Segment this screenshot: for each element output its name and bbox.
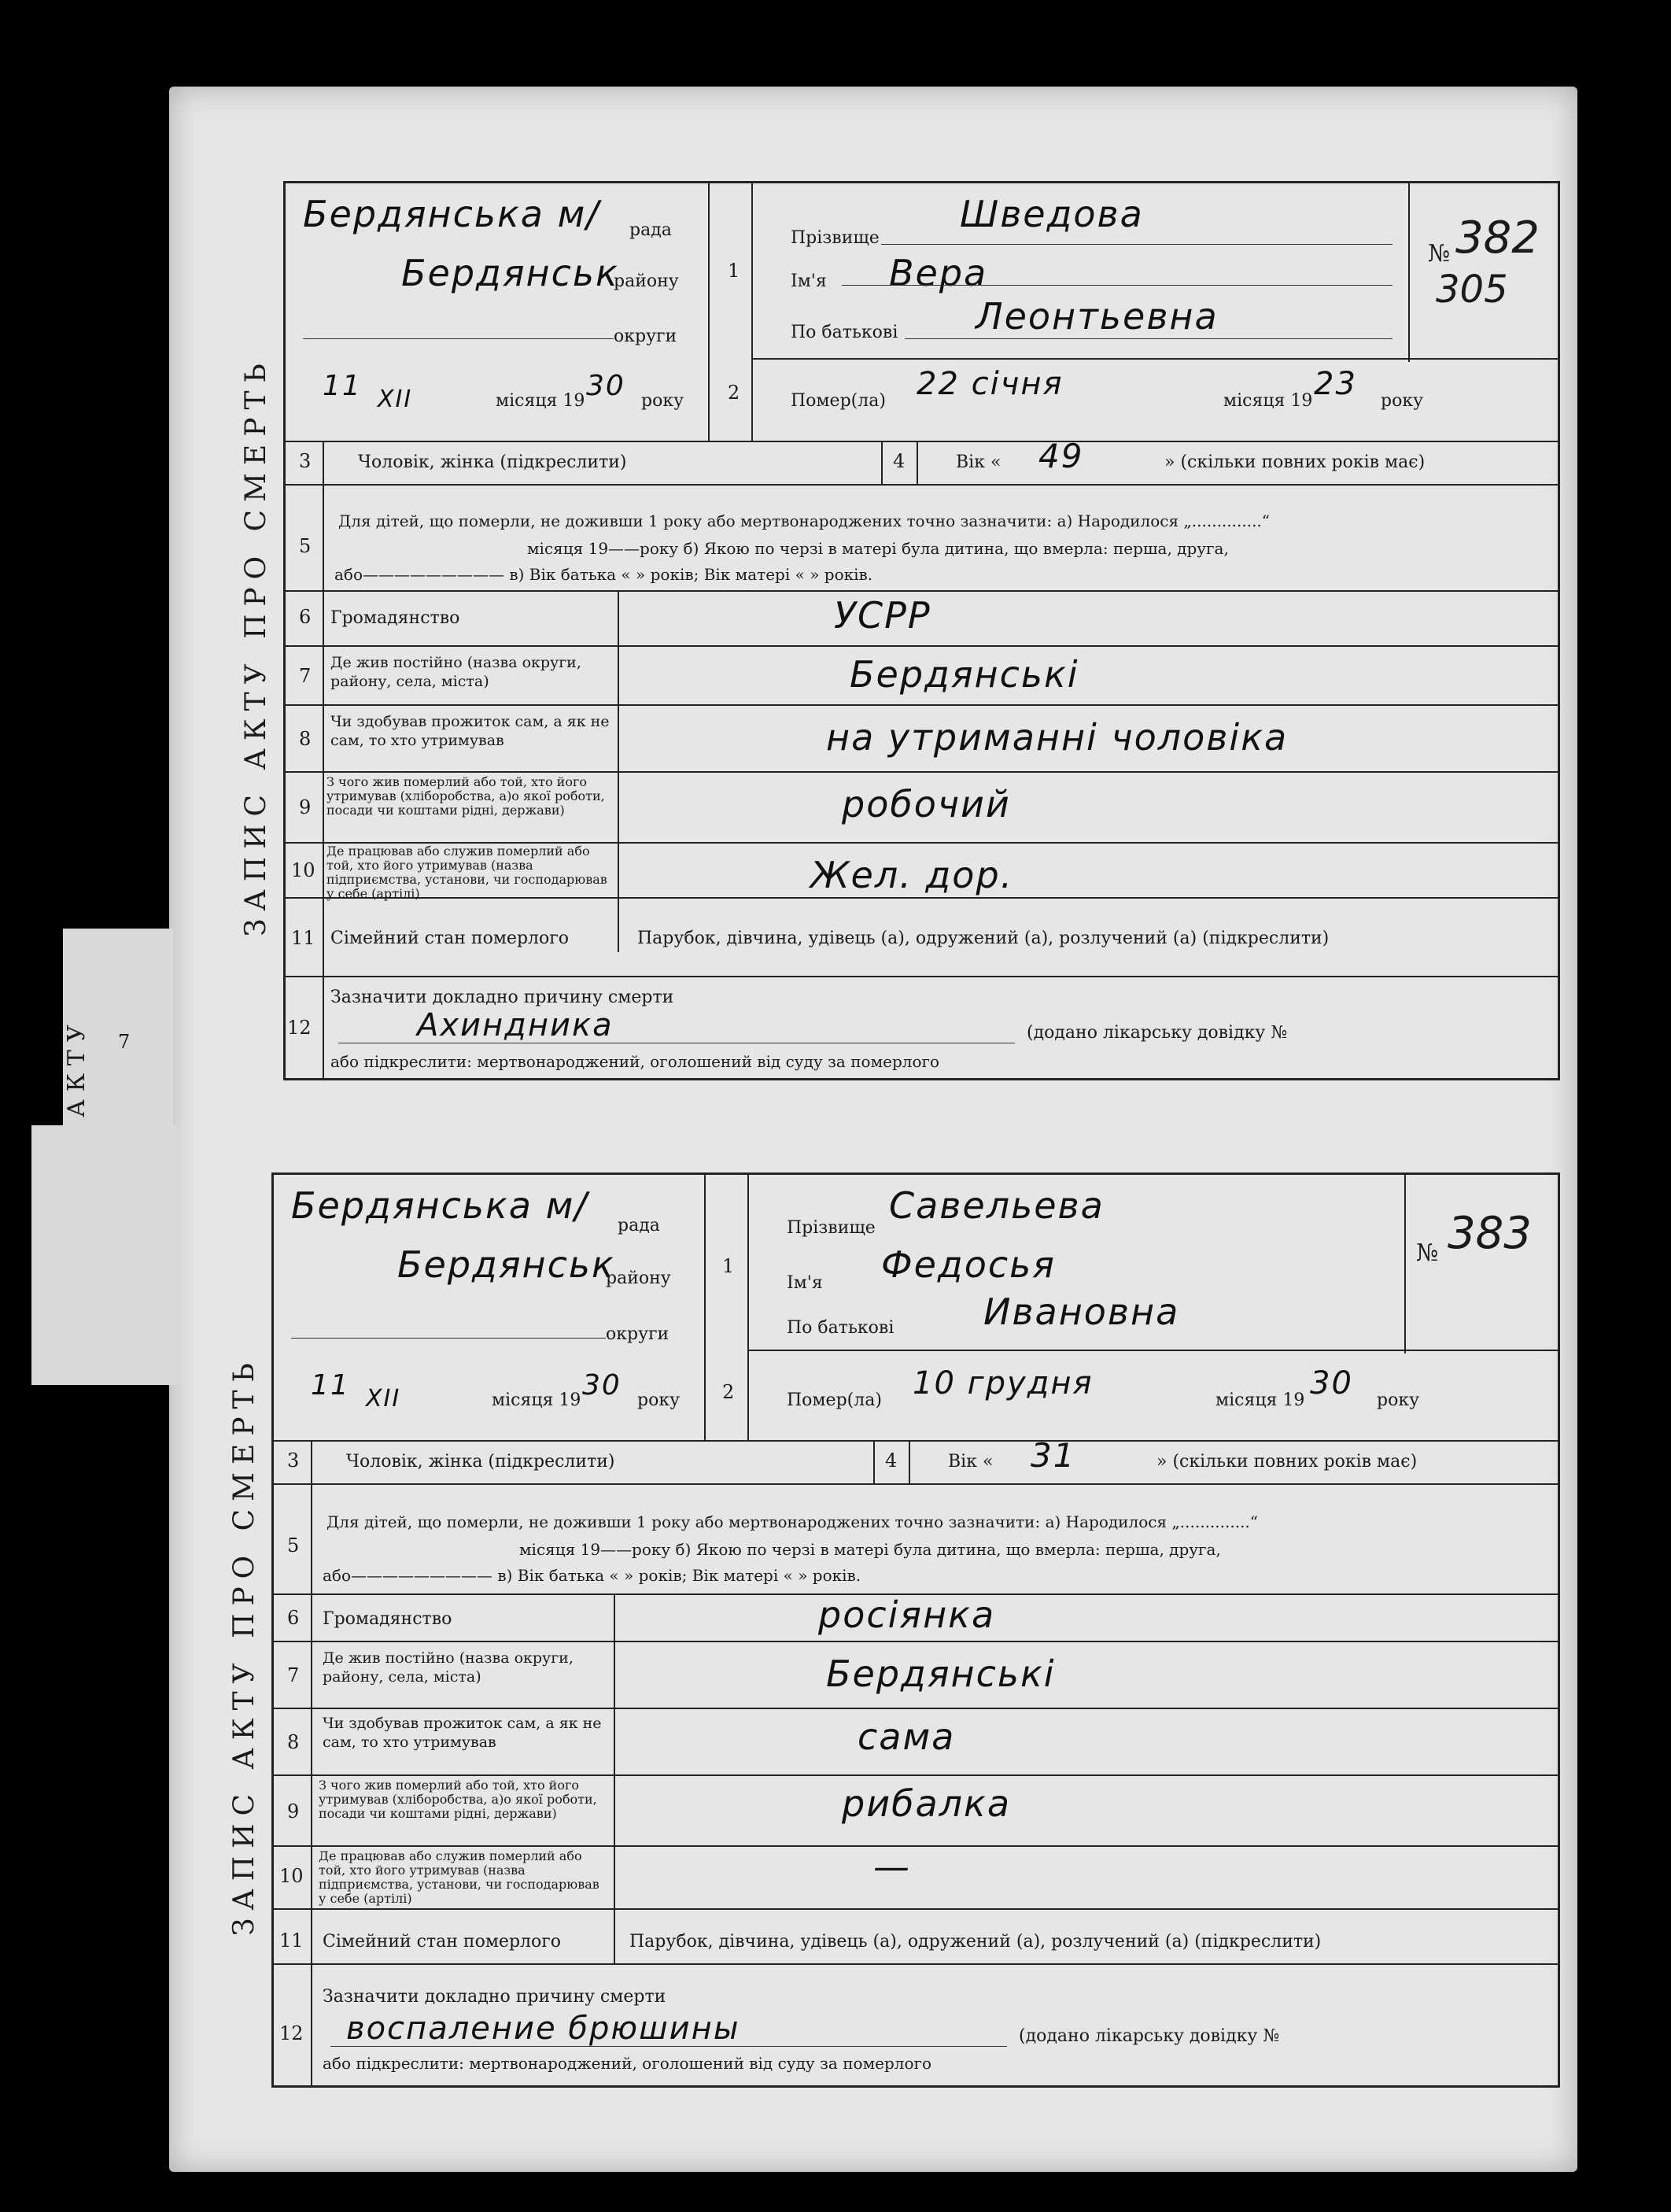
record-2-death-year: 30 [1310,1365,1353,1401]
record-2-misyatsia-pomer-label: місяця 19 [1215,1390,1305,1410]
record-2-pomer-label: Помер(ла) [787,1390,882,1410]
record-2-rada-hand: Бердянська м/ [291,1184,588,1227]
record-1-support: на утриманні чоловіка [826,716,1289,759]
record-1-rada-label: рада [629,220,672,240]
record-2-date-day: 11 [311,1369,350,1401]
record-1-surname-label: Прізвище [791,228,880,248]
record-2-sex-label: Чоловік, жінка (підкреслити) [346,1452,615,1472]
record-2-date-year: 30 [582,1369,622,1401]
record-2-vik-label: Вік « [948,1452,994,1472]
record-2-rada-label: рада [618,1216,660,1235]
record-1-r12-c: або підкреслити: мертвонароджений, оголошений від суду за померлого [330,1052,940,1071]
record-1-age: 49 [1038,437,1084,475]
record-2-name-label: Ім'я [787,1273,823,1293]
record-1-r10-label: Де працював або служив померлий або той, хто його утримував (назва підприємства, установи, чи господарював у себе (артілі) [326,844,607,901]
record-1-citizenship: УСРР [834,594,931,637]
record-2-r11-label: Сімейний стан померлого [323,1932,562,1952]
record-1-workplace: Жел. дор. [810,854,1014,896]
record-2-r10-label: Де працював або служив померлий або той, хто його утримував (назва підприємства, установи, чи господарював у себе (артілі) [319,1848,599,1906]
record-2-okruhy-label: округи [606,1324,670,1344]
record-2-citizenship: росіянка [818,1593,996,1636]
record-2-r9-label: З чого жив померлий або той, хто його утримував (хліборобства, а)о якої роботи, посади чи коштами рідні, держави) [319,1778,597,1821]
record-2-surname: Савельева [889,1184,1105,1227]
record-1-patronymic-label: По батькові [791,323,898,342]
record-2-support: сама [858,1715,956,1758]
record-2-r12-b: (додано лікарську довідку № [1019,2026,1280,2046]
record-1-vik-label: Вік « [956,452,1001,472]
record-2-workplace: — [873,1845,911,1888]
record-1-death-year: 23 [1314,366,1357,402]
record-2-r8-label: Чи здобував прожиток сам, а як не сам, то хто утримував [323,1715,602,1751]
record-1-sex-label: Чоловік, жінка (підкреслити) [358,452,627,472]
record-1-roku-pomer-label: року [1381,391,1424,411]
record-2-rayon-hand: Бердянськ [397,1243,615,1286]
record-1-name-label: Ім'я [791,271,827,291]
record-2-residence: Бердянські [826,1653,1056,1695]
record-1-r9-label: З чого жив померлий або той, хто його утримував (хліборобства, а)о якої роботи, посади чи коштами рідні, держави) [326,774,605,818]
record-1-rayon-hand: Бердянськ [401,252,619,294]
record-2-r12-c: або підкреслити: мертвонароджений, оголошений від суду за померлого [323,2054,932,2073]
record-1-side-title: ЗАПИС АКТУ ПРО СМЕРТЬ [240,356,272,936]
record-2-roku-label: року [637,1390,681,1410]
record-1-row5-c: або————————— в) Вік батька « » років; Вік матері « » років. [334,565,873,584]
record-1-r12-a: Зазначити докладно причину смерти [330,988,674,1007]
record-1-date-year: 30 [586,370,625,402]
record-1-date-day: 11 [323,370,362,402]
record-1-misyatsia-pomer-label: місяця 19 [1223,391,1313,411]
record-1-r7-label: Де жив постійно (назва округи, району, села, міста) [330,654,581,690]
record-1-r6-label: Громадянство [330,608,460,628]
side-fragment-num: 7 [118,1031,131,1053]
record-1-number: 382 [1455,212,1540,264]
record-1-cause: Ахиндника [417,1007,614,1043]
record-1-rayon-label: району [614,271,679,291]
record-2-rayon-label: району [606,1268,671,1288]
record-2-row5-a: Для дітей, що померли, не доживши 1 року або мертвонароджених точно зазначити: а) Народилося „..............“ [326,1512,1259,1531]
record-2-row5-b: місяця 19——року б) Якою по черзі в матері була дитина, що вмерла: перша, друга, [519,1540,1221,1559]
record-1-roku-label: року [641,391,684,411]
record-2-vik-tail: » (скільки повних років має) [1156,1452,1418,1472]
record-2-r12-a: Зазначити докладно причину смерти [323,1987,666,2007]
record-1-date-month: XII [378,386,413,413]
record-1-row5-b: місяця 19——року б) Якою по черзі в матері була дитина, що вмерла: перша, друга, [527,539,1229,558]
record-2-roku-pomer-label: року [1377,1390,1420,1410]
record-1-okruhy-label: округи [614,327,677,346]
record-1-rada-hand: Бердянська м/ [303,193,600,235]
record-1-misyatsia-label: місяця 19 [496,391,585,411]
side-fragment-1: АКТУ [63,1017,90,1117]
record-2-age: 31 [1031,1436,1076,1475]
record-1-surname: Шведова [960,193,1144,235]
record-2-r6-label: Громадянство [323,1609,452,1629]
record-1-r8-label: Чи здобував прожиток сам, а як не сам, то хто утримував [330,713,610,749]
record-1-r11-options: Парубок, дівчина, удівець (а), одружений (а), розлучений (а) (підкреслити) [637,929,1330,948]
record-2-name: Федосья [881,1243,1056,1286]
record-1-number-alt: 305 [1436,268,1508,312]
record-2-no-label: № [1416,1239,1439,1267]
record-2-death-day: 10 грудня [913,1365,1094,1401]
record-2-patronymic-label: По батькові [787,1318,895,1338]
record-1-r11-label: Сімейний стан померлого [330,929,570,948]
record-2-number: 383 [1448,1208,1532,1259]
record-2-row5-c: або————————— в) Вік батька « » років; Вік матері « » років. [323,1566,861,1585]
record-1-pomer-label: Помер(ла) [791,391,886,411]
record-2-r7-label: Де жив постійно (назва округи, району, села, міста) [323,1649,574,1686]
record-2-patronymic: Ивановна [983,1291,1180,1333]
record-1-patronymic: Леонтьевна [976,295,1219,338]
record-1-no-label: № [1428,240,1451,268]
record-1-occupation: робочий [842,783,1011,825]
record-1-name: Вера [889,252,988,294]
record-2-occupation: рибалка [842,1782,1012,1825]
torn-edge [31,1125,177,1385]
record-1-death-day: 22 січня [917,366,1064,402]
record-1-row5-a: Для дітей, що померли, не доживши 1 року або мертвонароджених точно зазначити: а) Народилося „..............“ [338,511,1271,530]
record-2-r11-options: Парубок, дівчина, удівець (а), одружений (а), розлучений (а) (підкреслити) [629,1932,1322,1952]
record-2-surname-label: Прізвище [787,1218,876,1238]
record-2-misyatsia-label: місяця 19 [492,1390,581,1410]
record-1-r12-b: (додано лікарську довідку № [1027,1023,1288,1043]
record-2-cause: воспаление брюшины [346,2011,740,2047]
record-1-residence: Бердянські [850,653,1079,696]
record-2-date-month: XII [366,1385,401,1413]
record-1-vik-tail: » (скільки повних років має) [1164,452,1426,472]
record-2-side-title: ЗАПИС АКТУ ПРО СМЕРТЬ [228,1355,260,1936]
